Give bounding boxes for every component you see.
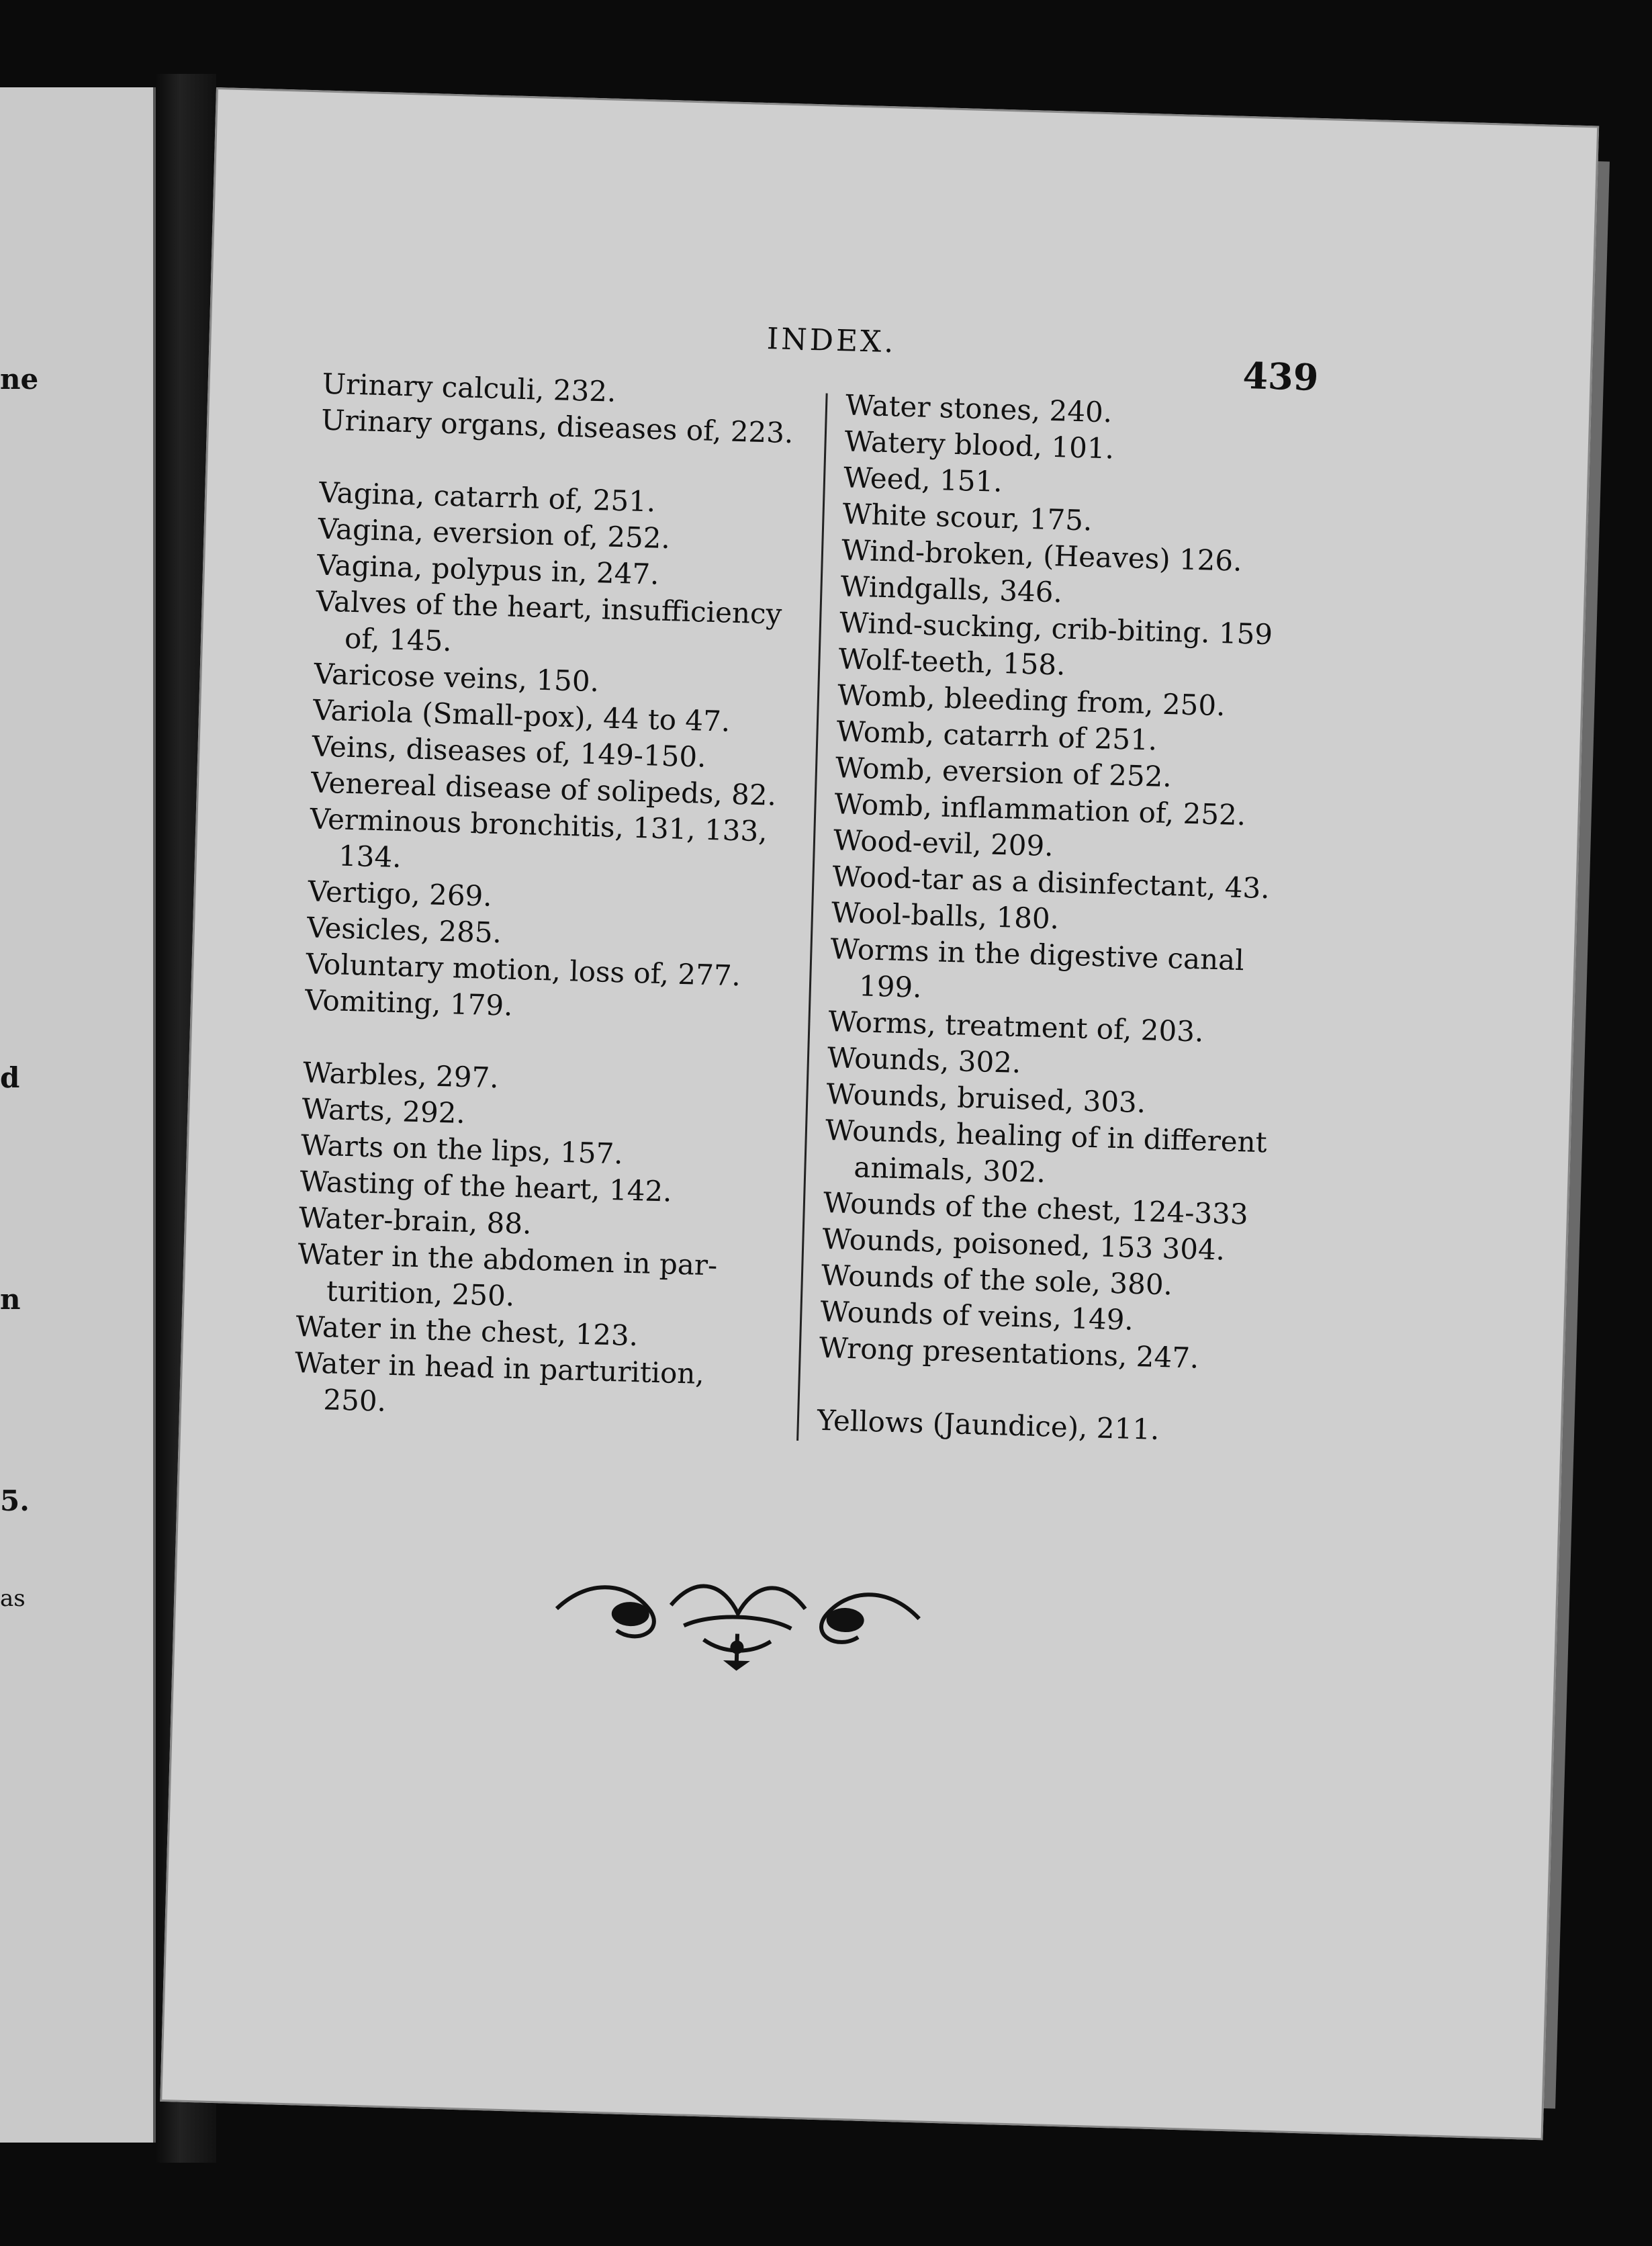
index-entry: Vagina, catarrh of, 251.: [318, 476, 656, 519]
index-entry: Wounds of veins, 149.: [819, 1294, 1134, 1337]
index-entry: Wounds, healing of in different: [825, 1113, 1268, 1159]
index-entry: Wrong presentations, 247.: [819, 1331, 1199, 1375]
index-entry: Vesicles, 285.: [306, 911, 502, 950]
previous-page-fragment: 5.: [0, 1484, 30, 1517]
index-entry: Vertigo, 269.: [307, 874, 493, 913]
index-entry: Water in head in parturition,: [294, 1346, 705, 1391]
index-entry: Warts, 292.: [301, 1092, 466, 1130]
index-entry: Wood-tar as a disinfectant, 43.: [831, 860, 1271, 905]
index-page: [160, 87, 1599, 2140]
index-entry: Verminous bronchitis, 131, 133,: [309, 802, 768, 848]
index-entry: Windgalls, 346.: [839, 570, 1063, 609]
previous-page-fragment: ne: [0, 363, 39, 396]
index-entry: Wolf-teeth, 158.: [837, 642, 1066, 682]
page-number: 439: [1242, 353, 1320, 399]
index-entry: Water in the chest, 123.: [295, 1310, 639, 1353]
running-head: INDEX.: [766, 322, 897, 360]
index-entry: Water in the abdomen in par-: [297, 1237, 718, 1282]
index-entry: Vomiting, 179.: [304, 983, 514, 1022]
index-entry: Womb, bleeding from, 250.: [837, 678, 1226, 723]
index-entry-continuation: 134.: [338, 839, 402, 874]
index-entry: Wasting of the heart, 142.: [299, 1165, 673, 1208]
index-entry-continuation: 250.: [322, 1383, 387, 1418]
index-entry: Vagina, eversion of, 252.: [318, 512, 671, 555]
index-entry: Water stones, 240.: [845, 388, 1113, 429]
index-entry: Wounds of the sole, 380.: [821, 1258, 1173, 1302]
index-entry: Wool-balls, 180.: [831, 896, 1060, 936]
index-column-left: [293, 366, 806, 1431]
index-entry: Wind-sucking, crib-biting. 159: [839, 606, 1273, 652]
previous-page-fragment: as: [0, 1585, 26, 1612]
index-column-right: [817, 387, 1329, 1451]
index-entry: Womb, catarrh of 251.: [835, 715, 1158, 757]
index-entry: Variola (Small-pox), 44 to 47.: [312, 693, 731, 738]
index-entry: Worms, treatment of, 203.: [827, 1005, 1205, 1048]
previous-page-edge: [0, 87, 156, 2143]
index-entry-continuation: 199.: [858, 969, 923, 1004]
index-entry: Weed, 151.: [843, 461, 1003, 498]
index-entry: Urinary calculi, 232.: [322, 367, 617, 408]
index-entry: Wounds, 302.: [827, 1040, 1021, 1080]
index-entry: Womb, inflammation of, 252.: [833, 787, 1246, 832]
index-entry: Veins, diseases of, 149-150.: [311, 729, 707, 774]
index-entry: Warbles, 297.: [302, 1056, 500, 1095]
index-entry: Yellows (Jaundice), 211.: [817, 1403, 1160, 1446]
index-entry: Wounds, bruised, 303.: [825, 1077, 1146, 1120]
previous-page-fragment: n: [0, 1283, 21, 1316]
index-entry-continuation: of, 145.: [344, 621, 453, 658]
index-entry: Water-brain, 88.: [298, 1201, 533, 1241]
index-entry: Vagina, polypus in, 247.: [316, 548, 660, 591]
index-entry: Wind-broken, (Heaves) 126.: [841, 533, 1243, 578]
index-entry: Warts on the lips, 157.: [300, 1128, 624, 1171]
index-entry: Watery blood, 101.: [843, 424, 1115, 465]
index-entry: Urinary organs, diseases of, 223.: [320, 403, 794, 450]
index-entry: Valves of the heart, insufficiency: [316, 584, 782, 631]
index-entry: Wood-evil, 209.: [833, 823, 1054, 863]
index-entry: Varicose veins, 150.: [313, 657, 600, 699]
index-entry: Wounds, poisoned, 153 304.: [821, 1222, 1226, 1267]
index-entry-continuation: animals, 302.: [853, 1151, 1046, 1189]
index-entry: Worms in the digestive canal: [829, 932, 1245, 977]
index-entry-continuation: turition, 250.: [326, 1274, 515, 1313]
index-entry: Venereal disease of solipeds, 82.: [310, 766, 777, 812]
index-entry: White scour, 175.: [841, 497, 1093, 537]
decorative-tailpiece-ornament: [548, 1562, 927, 1680]
index-entry: Wounds of the chest, 124-333: [823, 1185, 1249, 1231]
previous-page-fragment: d: [0, 1061, 20, 1094]
index-entry: Voluntary motion, loss of, 277.: [305, 947, 741, 993]
index-entry: Womb, eversion of 252.: [835, 751, 1173, 794]
